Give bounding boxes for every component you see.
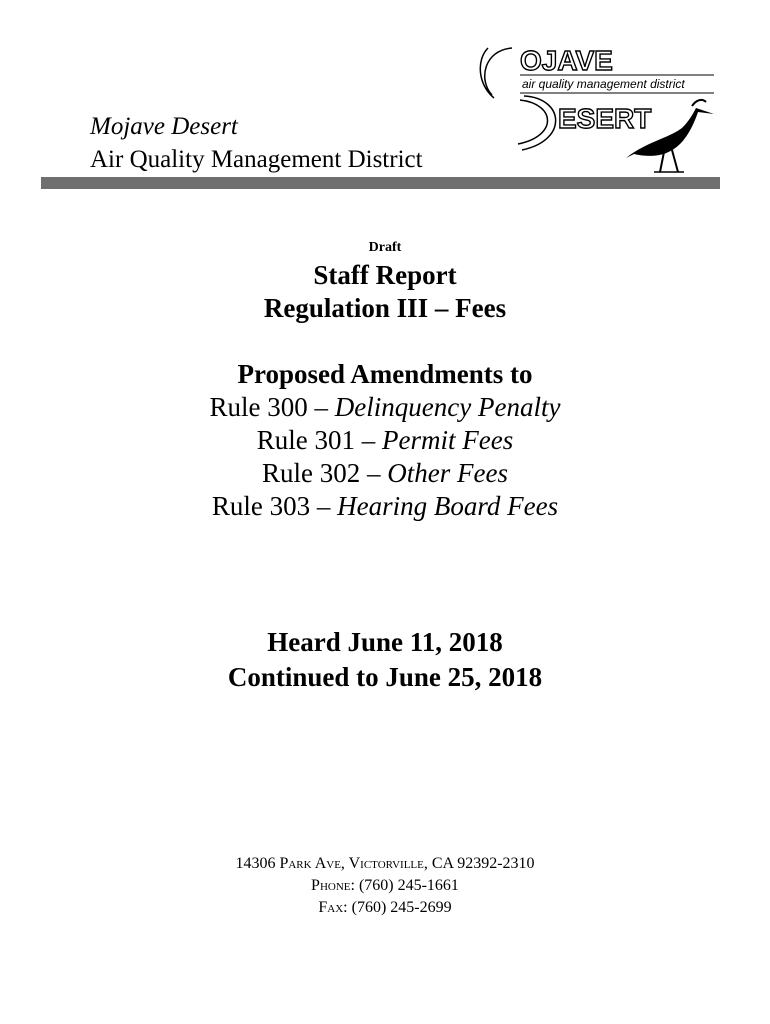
address: 14306 Park Ave, Victorville, CA 92392-2310 [235,855,535,872]
logo-word-bottom: ESERT [558,103,652,134]
rule-number: Rule 301 – [256,425,383,455]
heard-date: Heard June 11, 2018 [267,627,503,657]
rules-list [0,391,770,523]
fax: Fax: (760) 245-2699 [318,899,452,916]
rule-name: Other Fees [387,458,508,488]
org-name-line2: Air Quality Management District [90,146,423,173]
continued-date: Continued to June 25, 2018 [227,662,543,692]
rule-item [0,391,770,424]
rule-number: Rule 303 – [211,491,338,521]
draft-label: Draft [368,240,402,255]
mojave-desert-logo [474,40,724,175]
report-title: Staff Report [313,260,457,290]
report-title-block [0,259,770,325]
rule-name: Hearing Board Fees [337,491,559,521]
rule-item [0,457,770,490]
rule-name: Delinquency Penalty [334,392,561,422]
logo-tagline: air quality management district [522,77,685,91]
amendments-heading: Proposed Amendments to [237,359,533,389]
rule-name: Permit Fees [382,425,514,455]
org-name [90,110,423,176]
rule-item [0,424,770,457]
report-subtitle: Regulation III – Fees [263,293,507,323]
rule-number: Rule 302 – [262,458,388,488]
header-rule-bar [41,177,720,189]
rule-number: Rule 300 – [209,392,335,422]
phone: Phone: (760) 245-1661 [311,877,459,894]
contact-block [0,853,770,919]
org-name-line1: Mojave Desert [90,113,238,140]
hearing-dates [0,625,770,695]
logo-word-top: OJAVE [520,45,613,76]
rule-item [0,490,770,523]
